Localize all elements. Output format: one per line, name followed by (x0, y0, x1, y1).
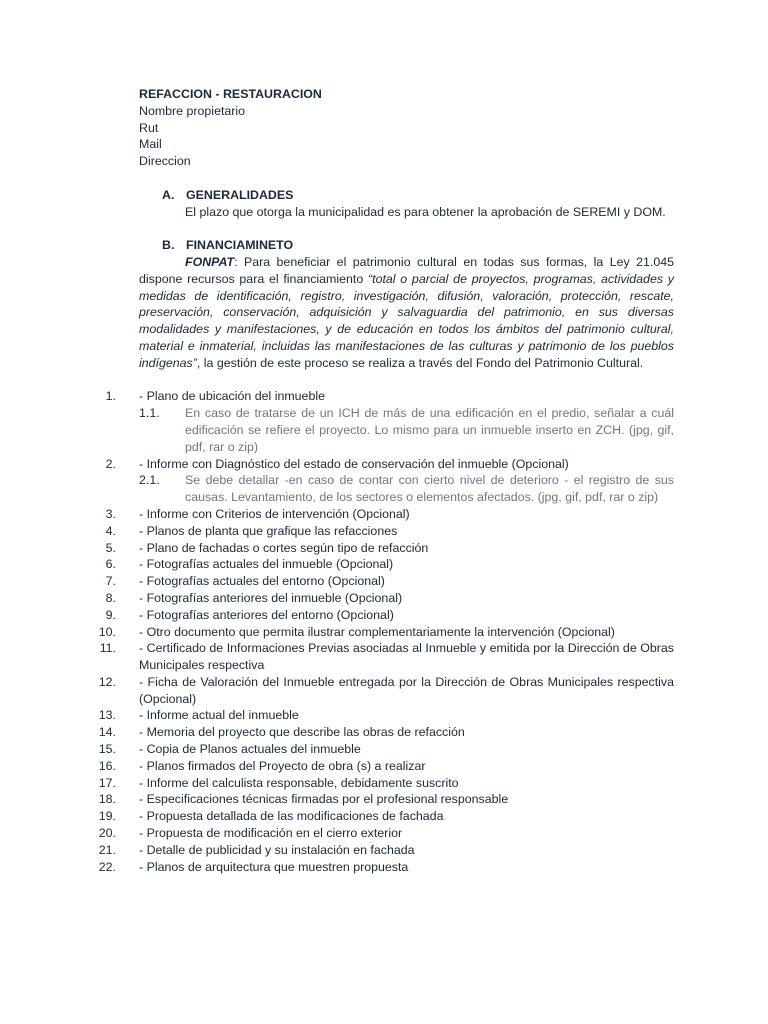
list-number: 15. (98, 742, 116, 757)
list-item (105, 607, 674, 624)
list-item-text: - Detalle de publicidad y su instalación en fachada (139, 842, 415, 857)
section-a-title: GENERALIDADES (186, 187, 294, 202)
list-item (98, 825, 674, 842)
list-item (98, 808, 674, 825)
list-number: 13. (98, 708, 116, 723)
list-number: 11. (99, 641, 116, 656)
document-body (98, 86, 674, 875)
list-number: 22. (98, 859, 116, 874)
list-number: 3. (105, 506, 116, 521)
section-a-letter: A. (162, 187, 175, 202)
list-number: 10. (98, 624, 116, 639)
list-number: 4. (105, 523, 116, 538)
list-item (98, 859, 674, 876)
list-item-text: - Otro documento que permita ilustrar complementariamente la intervención (Opcional) (139, 624, 615, 639)
section-b-text-1: : Para beneficiar el patrimonio cultural en todas sus formas, la Ley 21.045 dispone recursos para el financiamiento (139, 254, 674, 286)
list-number: 5. (105, 540, 116, 555)
sub-list-item (139, 472, 674, 506)
list-item-text: - Fotografías actuales del entorno (Opcional) (139, 574, 385, 589)
list-item (105, 573, 674, 590)
field-address: Direccion (139, 154, 191, 169)
list-item (105, 388, 674, 405)
list-number: 19. (98, 809, 116, 824)
list-number: 18. (98, 792, 116, 807)
list-number: 16. (98, 758, 116, 773)
list-item-text: - Copia de Planos actuales del inmueble (139, 742, 361, 757)
list-item-text: - Fotografías anteriores del inmueble (Opcional) (139, 590, 403, 605)
list-number: 1. (105, 389, 116, 404)
list-item-text: - Fotografías anteriores del entorno (Opcional) (139, 607, 394, 622)
sub-list-item-text: Se debe detallar -en caso de contar con cierto nivel de deterioro - el registro de sus causas. Levantamiento, de los sectores o elementos afectados. (jpg, gif, pdf, rar o zip) (185, 473, 674, 505)
list-item-text: - Planos de planta que grafique las refacciones (139, 523, 398, 538)
list-item-text: - Informe con Criterios de intervención (Opcional) (139, 506, 410, 521)
list-item (105, 506, 674, 523)
list-item (98, 624, 674, 641)
list-item (98, 791, 674, 808)
list-item (105, 556, 674, 573)
section-a-heading (162, 187, 674, 204)
sub-list-number: 1.1. (139, 406, 160, 421)
list-item (98, 724, 674, 741)
list-item-text: - Ficha de Valoración del Inmueble entregada por la Dirección de Obras Municipales respectiva (Opcional) (139, 674, 674, 706)
list-item (98, 842, 674, 859)
list-number: 17. (98, 775, 116, 790)
list-item-text: - Informe con Diagnóstico del estado de conservación del inmueble (Opcional) (139, 456, 569, 471)
list-item-text: - Propuesta detallada de las modificaciones de fachada (139, 809, 444, 824)
list-item-text: - Plano de fachadas o cortes según tipo de refacción (139, 540, 429, 555)
sub-list-number: 2.1. (139, 473, 160, 488)
list-item (98, 775, 674, 792)
section-a-text: El plazo que otorga la municipalidad es para obtener la aprobación de SEREMI y DOM. (185, 204, 666, 219)
list-item-text: - Propuesta de modificación en el cierro exterior (139, 826, 403, 841)
list-number: 14. (98, 725, 116, 740)
list-number: 7. (105, 574, 116, 589)
list-item-text: - Planos de arquitectura que muestren propuesta (139, 859, 409, 874)
list-number: 2. (105, 456, 116, 471)
section-b-letter: B. (162, 238, 175, 253)
field-owner-name: Nombre propietario (139, 103, 246, 118)
document-title: REFACCION - RESTAURACION (139, 87, 322, 101)
list-item-text: - Fotografías actuales del inmueble (Opcional) (139, 557, 394, 572)
list-number: 12. (98, 674, 116, 689)
field-mail: Mail (139, 137, 162, 152)
requirements-list (98, 388, 674, 875)
list-item (105, 523, 674, 540)
list-item (98, 707, 674, 724)
list-item (105, 456, 674, 473)
sub-list-item-text: En caso de tratarse de un ICH de más de una edificación en el predio, señalar a cuál edificación se refiere el proyecto. Lo mismo para un inmueble inserto en ZCH. (jpg, gif, pdf, rar o zip) (185, 406, 674, 454)
sub-list-item (139, 405, 674, 455)
list-item-text: - Informe del calculista responsable, debidamente suscrito (139, 775, 459, 790)
list-item-text: - Informe actual del inmueble (139, 708, 299, 723)
list-item (98, 674, 674, 708)
field-rut: Rut (139, 120, 159, 135)
section-b-heading (162, 237, 674, 254)
list-item (105, 540, 674, 557)
list-number: 9. (105, 607, 116, 622)
list-item-text: - Especificaciones técnicas firmadas por el profesional responsable (139, 792, 509, 807)
fonpat-label: FONPAT (185, 254, 235, 269)
list-number: 21. (98, 842, 116, 857)
section-b-text-2: , la gestión de este proceso se realiza a través del Fondo del Patrimonio Cultural. (196, 355, 644, 370)
list-item (105, 590, 674, 607)
list-number: 6. (105, 557, 116, 572)
section-b-quote: “total o parcial de proyectos, programas, actividades y medidas de identificación, registro, investigación, difusión, valoración, protección, rescate, preservación, conservación, adquisición y salvaguardia del patrimonio, en sus diversas modalidades y manifestaciones, y de educación en todos los ámbitos del patrimonio cultural, material e inmaterial, incluidas las manifestaciones de las culturas y patrimonio de los pueblos indígenas” (139, 271, 674, 370)
section-b-paragraph (139, 254, 674, 372)
list-item-text: - Certificado de Informaciones Previas asociadas al Inmueble y emitida por la Dirección de Obras Municipales respectiva (139, 641, 674, 673)
list-item-text: - Plano de ubicación del inmueble (139, 389, 325, 404)
section-b-title: FINANCIAMINETO (186, 238, 294, 253)
list-item (98, 758, 674, 775)
list-item (98, 741, 674, 758)
list-number: 8. (105, 590, 116, 605)
list-number: 20. (98, 826, 116, 841)
list-item-text: - Memoria del proyecto que describe las obras de refacción (139, 725, 465, 740)
list-item (99, 640, 674, 674)
list-item-text: - Planos firmados del Proyecto de obra (s) a realizar (139, 758, 426, 773)
